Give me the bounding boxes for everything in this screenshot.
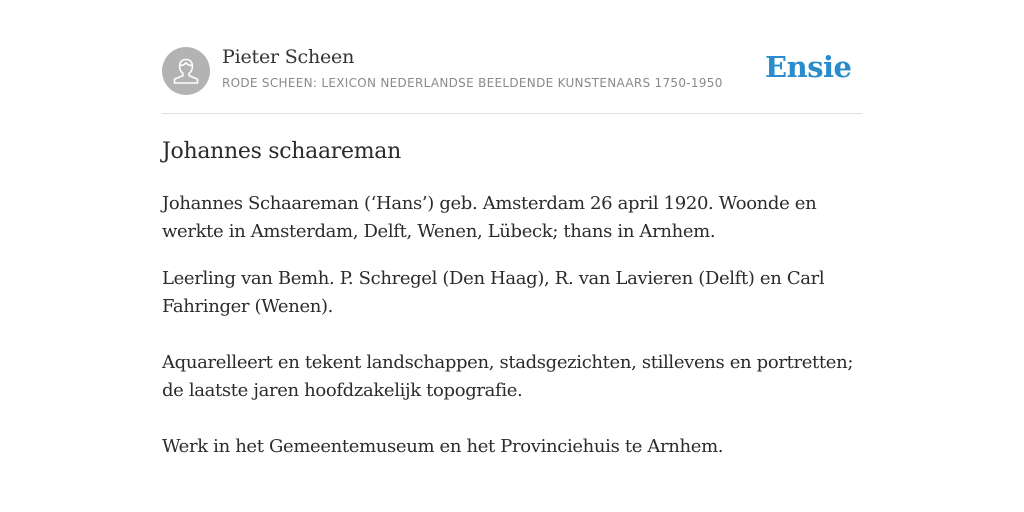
article-header xyxy=(162,46,862,96)
article-paragraph-4: Werk in het Gemeentemuseum en het Provinciehuis te Arnhem. xyxy=(162,436,724,457)
article-title: Johannes schaareman xyxy=(162,139,401,164)
author-name[interactable]: Pieter Scheen xyxy=(222,46,355,68)
user-icon xyxy=(162,47,210,95)
article-paragraph-3: Aquarelleert en tekent landschappen, stadsgezichten, stillevens en portretten; de laatste jaren hoofdzakelijk topografie. xyxy=(162,352,854,401)
header-divider xyxy=(162,113,862,114)
article-paragraph-1: Johannes Schaareman (‘Hans’) geb. Amsterdam 26 april 1920. Woonde en werkte in Amsterdam, Delft, Wenen, Lübeck; thans in Arnhem. xyxy=(162,193,817,242)
source-title[interactable]: RODE SCHEEN: LEXICON NEDERLANDSE BEELDENDE KUNSTENAARS 1750-1950 xyxy=(222,76,723,90)
ensie-logo[interactable]: Ensie xyxy=(765,50,852,84)
author-avatar[interactable] xyxy=(162,47,210,95)
article-paragraph-2: Leerling van Bemh. P. Schregel (Den Haag), R. van Lavieren (Delft) en Carl Fahringer (Wenen). xyxy=(162,268,825,317)
